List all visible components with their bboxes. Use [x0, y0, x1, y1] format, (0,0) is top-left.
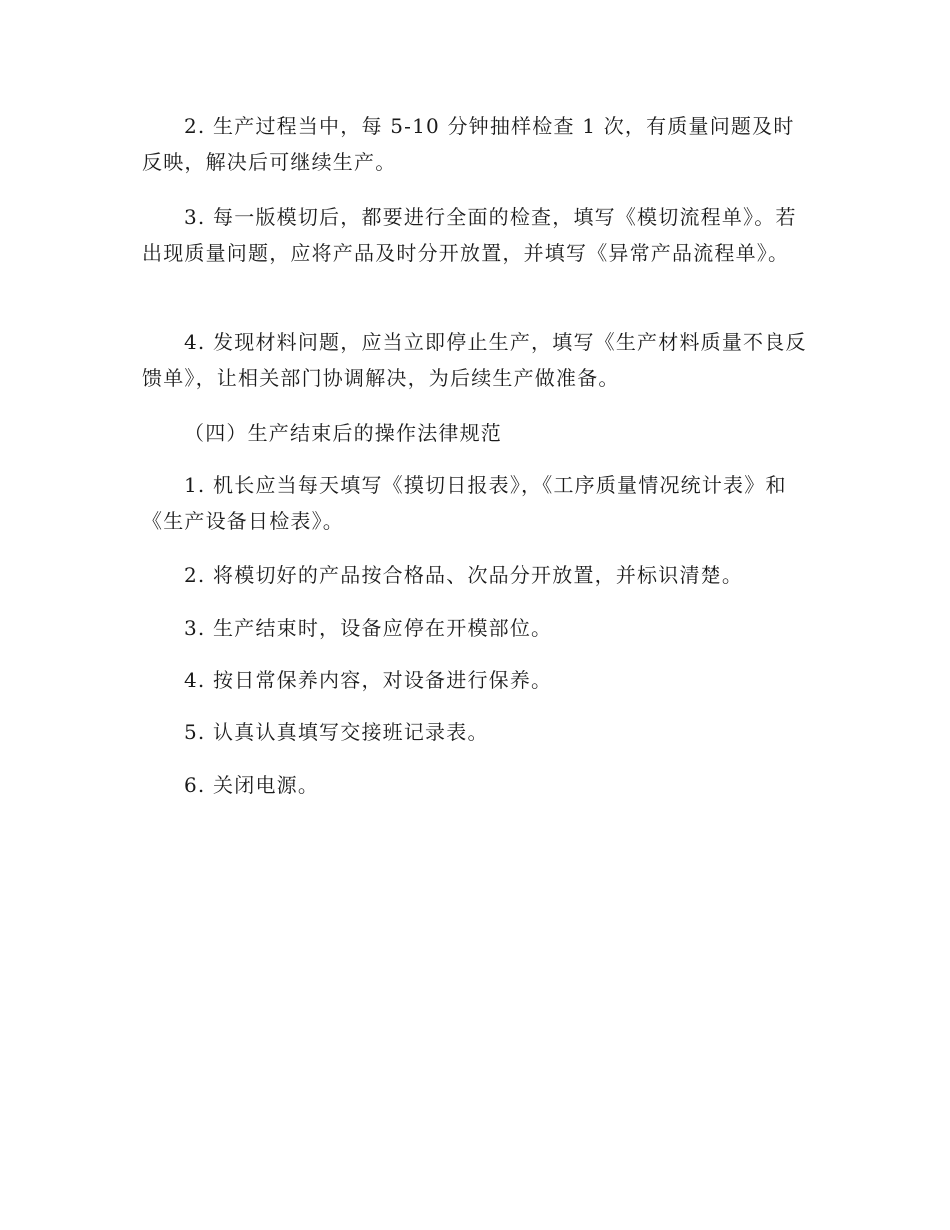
list-item-stop-position	[142, 610, 812, 646]
list-item-text: 6. 关闭电源。	[184, 773, 320, 797]
paragraph-sampling-check	[142, 108, 812, 180]
list-item-text: 4. 按日常保养内容，对设备进行保养。	[184, 668, 553, 692]
list-item-power-off	[142, 767, 812, 803]
paragraph-material-issue	[142, 324, 812, 396]
paragraph-text: 2. 生产过程当中，每 5-10 分钟抽样检查 1 次，有质量问题及时反映，解决后可继续生产。	[142, 114, 795, 174]
list-item-sort-products	[142, 557, 812, 593]
list-item-text: 3. 生产结束时，设备应停在开模部位。	[184, 616, 553, 640]
list-item-text: 5. 认真认真填写交接班记录表。	[184, 720, 489, 744]
list-item-text: 2. 将模切好的产品按合格品、次品分开放置，并标识清楚。	[184, 563, 744, 587]
list-item-text: 1. 机长应当每天填写《摸切日报表》，《工序质量情况统计表》和《生产设备日检表》。	[142, 473, 787, 533]
section-heading: （四）生产结束后的操作法律规范	[184, 421, 502, 445]
list-item-shift-record	[142, 714, 812, 750]
paragraph-text: 4. 发现材料问题，应当立即停止生产，填写《生产材料质量不良反馈单》，让相关部门协调解决，为后续生产做准备。	[142, 330, 807, 390]
paragraph-inspection	[142, 199, 812, 271]
list-item-daily-report	[142, 467, 812, 539]
paragraph-text: 3. 每一版模切后，都要进行全面的检查，填写《模切流程单》。若出现质量问题，应将产品及时分开放置，并填写《异常产品流程单》。	[142, 205, 797, 265]
list-item-maintenance	[142, 662, 812, 698]
